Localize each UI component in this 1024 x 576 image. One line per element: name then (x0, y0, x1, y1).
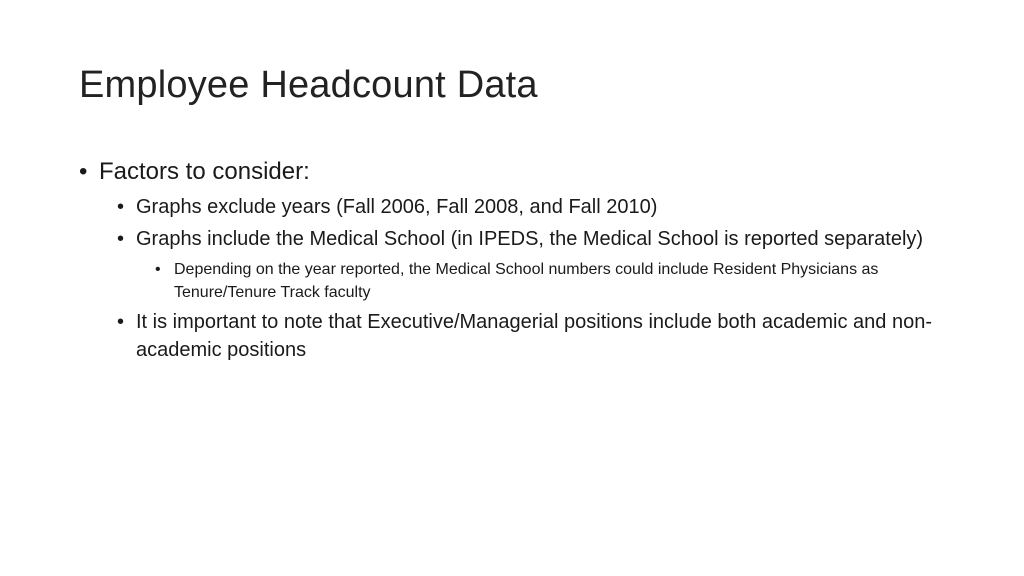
bullet-icon: • (79, 158, 88, 185)
sub-bullet-medical-school (117, 225, 959, 304)
sub-bullet-exclude-years (117, 193, 959, 221)
bullet-list (79, 155, 959, 364)
slide-body (79, 155, 959, 364)
sub-bullet-text: Graphs exclude years (Fall 2006, Fall 2008, and Fall 2010) (136, 196, 658, 218)
sub-bullet-executive-positions (117, 308, 959, 364)
sub-sub-bullet-text: Depending on the year reported, the Medical School numbers could include Resident Physicians as Tenure/Tenure Track faculty (174, 261, 879, 301)
slide-title: Employee Headcount Data (79, 64, 538, 106)
bullet-icon: • (117, 228, 125, 250)
bullet-icon: • (155, 261, 161, 278)
bullet-text: Factors to consider: (99, 158, 310, 185)
sub-bullet-text: Graphs include the Medical School (in IPEDS, the Medical School is reported separately) (136, 228, 924, 250)
sub-sub-bullet-list (155, 258, 959, 304)
bullet-factors (79, 155, 959, 364)
sub-bullet-text: It is important to note that Executive/Managerial positions include both academic and non-academic positions (136, 311, 933, 361)
bullet-icon: • (117, 196, 125, 218)
bullet-icon: • (117, 311, 125, 333)
sub-bullet-list (117, 193, 959, 364)
sub-sub-bullet-resident-physicians (155, 258, 959, 304)
